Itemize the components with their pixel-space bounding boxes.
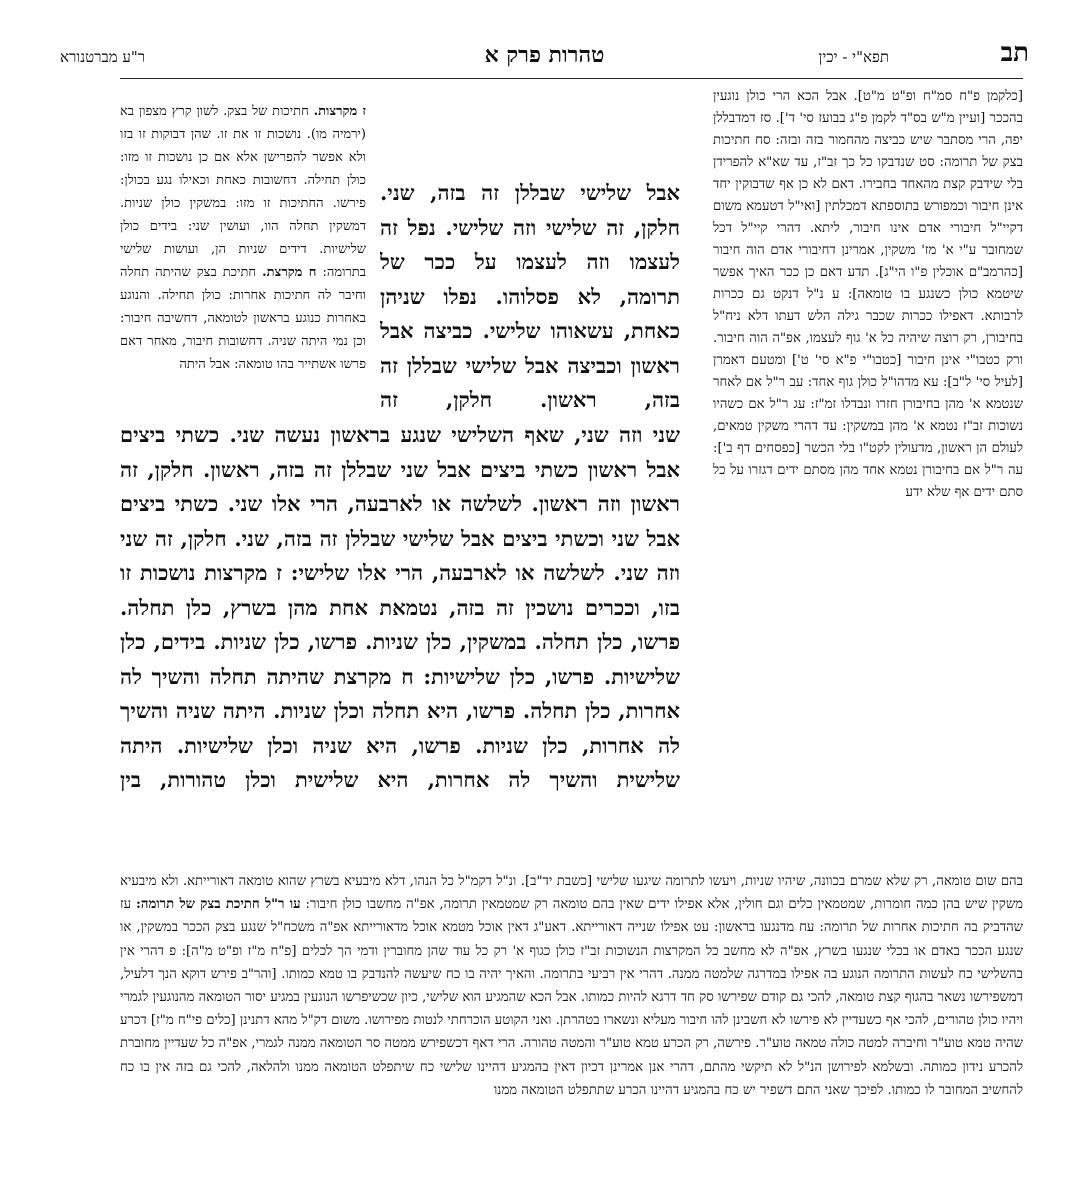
bartenura-text-2: במשקין כולן שניות. דמשקין תחלה הוו, ועושין שני: בידים כולן שלישיות. דידים שניות הן, ועושות שלישי בתרומה: [120,196,366,280]
tractate-chapter-title: טהרות פרק א [484,42,605,68]
mishnah-text-part-2: שני וזה שני, שאף השלישי שנגע בראשון נעשה שני. כשתי ביצים אבל ראשון כשתי ביצים אבל שני שבללן זה בזה, ראשון. חלקן, זה ראשון וזה ראשון. לשלשה או לארבעה, הרי אלו שני. כשתי ביצים אבל שני וכשתי ביצים אבל שלישי שבללן זה בזה, שני. חלקן, זה שני וזה שני. לשלשה או לארבעה, הרי אלו שלישי: ז מקרצות נושכות זו בזו, וככרים נושכין זה בזה, נטמאת אחת מהן בשרץ, כלן תחלה. פרשו, כלן תחלה. במשקין, כלן שניות. פרשו, כלן שניות. בידים, כלן שלישיות. פרשו, כלן שלישיות: ח מקרצת שהיתה תחלה והשיך לה אחרות, כלן תחלה. פרשו, היא תחלה וכלן שניות. היתה שניה והשיך לה אחרות, כלן שניות. פרשו, היא שניה וכלן שלישיות. היתה שלישית והשיך לה אחרות, היא שלישית וכלן טהורות, בין [120,422,680,792]
bottom-commentary-text-1: בהם שום טומאה, רק שלא שמרם בכוונה, שיהיו שניות, ויעשו לתרומה שיגעו שלישי [כשבת יד"ב]. ונ"ל דקמ"ל כל הנהו, דלא מיבעיא בשרץ שהוא טומאה דאורייתא. ולא מיבעיא משקין שיש בהן כמה חומרות, שמטמאין כלים וגם חולין, אלא אפילו ידים שאין בהם טומאה רק שמטמאין תרומה, אפ"ה מחשבו כולן חיבור: [120,874,1023,913]
bartenura-text-3: חתיכת בצק שהיתה תחלה וחיבר לה חתיכות אחרות: כולן תחילה. והנוגע באחרות כנוגע בראשון לטומאה, דחשיבה חיבור: וכן נמי היתה שניה. דחשובות חיבור, מאחר דאם פרשו אשתייר בהו טומאה: אבל היתה [120,265,366,372]
bartenura-heading-1: ז מקרצות. [313,104,366,119]
bottom-commentary [120,870,1023,1160]
bartenura-text-1: חתיכות של בצק. לשון קרץ מצפון בא (ירמיה מו). נושכות זו את זו. שהן דבוקות זו בזו ולא אפשר להפרישן אלא אם כן נושכות זו מזו: כולן תחילה. דחשובות כאחת וכאילו נגע בכולן: פירשו. החתיכות זו מזו: [120,104,366,211]
bartenura-column [120,100,366,405]
header-rule [120,78,1023,79]
bartenura-paragraph-1 [120,100,366,376]
bottom-commentary-paragraph [120,870,1023,1102]
bottom-commentary-heading: עו ר"ל חתיכת בצק של תרומה: [136,897,301,913]
page-number: תב [1000,38,1029,68]
tiferet-yisrael-column [713,86,1023,861]
bottom-commentary-text-2: עז שהדביק בה חתיכות אחרות של תרומה: [120,897,1023,936]
tiferet-yisrael-text: [כלקמן פ"ח סמ"ח ופ"ט מ"ט]. אבל הכא הרי כולן נוגעין בהככר [ועיין מ"ש בס"ד לקמן פ"ג בבועז סי' ד']. סז דמדבללן יפה, הרי מסתבר שיש כביצה מהחמור בזה ובזה: סח חתיכות בצק של תרומה: סט שנדבקו כל כך זב"ז, עד שא"א להפרידן בלי שידבק קצת מהאחד בחבירו. דאם לא כן אף שדבוקין יחד אינן חיבור וכמפורש בתוספתא דמכלתין [ואי"ל דטעמא משום דקיי"ל חיבורי אדם אינו חיבור, ליתא. דהרי קיי"ל דכל שמחובר ע"י א' מז' משקין, אמרינן דחיבורי אדם הוה חיבור [כהרמב"ם אוכלין פ"ו הי"ג]. תדע דאם כן ככר האיך אפשר שיטמא כולן כשנגע בו טומאה]: ע נ"ל דנקט גם ככרות לרבותא. דאפילו ככרות שכבר גילה הלש דעתו דלא ניח"ל בחיבורן, רק רוצה שיהיה כל א' גוף לעצמו, אפ"ה הוה חיבור. ורק כטבו"י אינן חיבור [כטבו"י פ"א סי' ט'] ומטעם דאמרן [לעיל סי' ל"ב]: עא מדהו"ל כולן גוף אחד: עב ר"ל אם לאחר שנטמא א' מהן בחיבורן חזרו ונבדלו זמ"ז: עג ר"ל אם כשהיו נשוכות זב"ז נטמא א' מהן במשקין: עד דהרי משקין טמאים, לעולם הן ראשון, מדעולין לקט"ו בלי הכשר [כפסחים דף ב']: עה ר"ל אם בחיבורן נטמא אחד מהן מסתם ידים דגזרו על כל סתם ידים אף שלא ידע [713,89,1023,500]
mishnah-text-part-1: אבל שלישי שבללן זה בזה, שני. חלקן, זה שלישי וזה שלישי. נפל זה לעצמו וזה לעצמו על ככר של תרומה, לא פסלוהו. נפלו שניהן כאחת, עשאוהו שלישי. כביצה אבל ראשון וכביצה אבל שלישי שבללן זה בזה, ראשון. חלקן, זה [380,180,680,412]
bartenura-heading-2: ח מקרצת. [262,265,317,280]
page-header [60,38,1029,72]
left-commentary-title: ר"ע מברטנורא [60,48,146,66]
right-commentary-title: תפא"י - יכין [818,48,889,66]
bottom-commentary-text-3: עח מדנגעו בראשון: עט אפילו שנייה דאורייתא. דאע"ג דאין אוכל מטמא אוכל מדאורייתא אפ"ה משכח"ל שנגע בצק הככר במשקין, או שנגע הככר באדם או בכלי שנגעו בשרץ, אפ"ה לא מחשב כל המקרצות הנשוכות זב"ז כולן כגוף א' רק כל עוד שהן מחוברין ודמי הך לכלים [פ"ח מ"ז ופ"ט מ"ה]: פ דהרי אין בהשלישי כח לעשות התרומה הנוגע בה אפילו במדרגה שלמטה ממנה. דהרי אין רביעי בתרומה. והאיך יהיה בו כח שיעשה להנדבק בו טמא כמותו. [והר"ב פירש דוקא הנך דלעיל, דמשפירשו נשאר בהגוף קצת טומאה, להכי גם קודם שפירשו סק חד דרגא להיות כמותו. אבל הכא שהמגיע הוא שלישי, כיון שכשיפרשו הנוגעין במגיע יסור הטומאה מהנוגעין לגמרי ויהיו כולן טהורים, להכי אף כשעדיין לא פירשו לא חשבינן להו חיבור מעליא ונשארו בטהרתן. ואני הקוטע הוכרחתי לנטות מפירושו. משום דק"ל מהא דתנינן [כלים פי"ח מ"ז] דכרע שהיה טמא טוע"ר וחיברה למטה כולה טמאה טוע"ר. פירשה, רק הכרע טמא טוע"ר והמטה טהורה. הרי דאף דכשפירש ממטה סר הטומאה ממנה לגמרי, אפ"ה כל שעדיין מחוברת להכרע נידון כמותה. ובשלמא לפירושן הנ"ל לא תיקשי מהתם, דהרי אנן אמרינן דכיון דאין בהמגיע דהיינו שלישי כח שיתפלט הטומאה ממנו ולהלאה, להכי גם בזה אין בו כח להחשיב המחובר לו כמותו. לפיכך שאני התם דשפיר יש כח בהמגיע דהיינו הכרע שתתפלט הטומאה ממנו [120,920,1023,1098]
